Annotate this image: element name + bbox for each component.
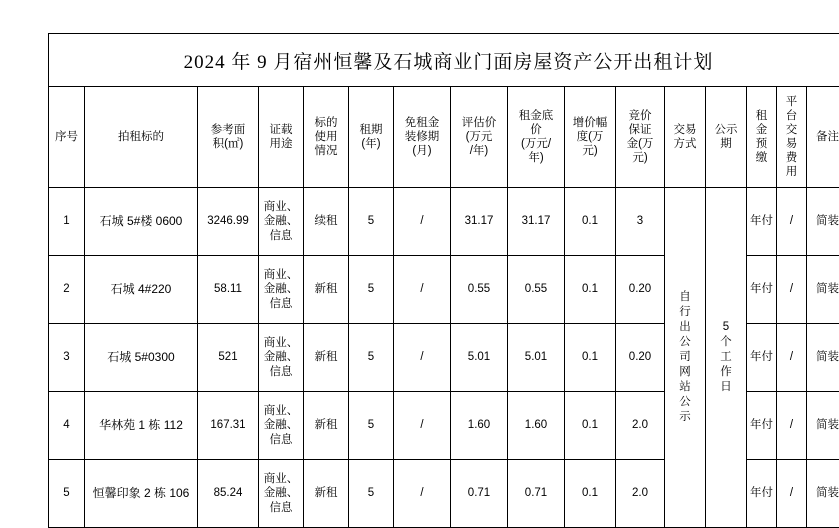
cell-term: 5 xyxy=(349,392,394,460)
header-status: 标的 使用 情况 xyxy=(304,87,349,188)
cell-remark: 简装 xyxy=(807,392,839,460)
rental-plan-table xyxy=(48,33,839,528)
cell-term: 5 xyxy=(349,256,394,324)
header-usage: 证载 用途 xyxy=(259,87,304,188)
cell-floor-price: 31.17 xyxy=(508,188,565,256)
cell-target: 石城 5#0300 xyxy=(85,324,198,392)
cell-deposit: 0.20 xyxy=(616,324,665,392)
cell-prepay: 年付 xyxy=(747,392,777,460)
page-title: 2024 年 9 月宿州恒馨及石城商业门面房屋资产公开出租计划 xyxy=(49,34,839,87)
cell-deposit: 2.0 xyxy=(616,460,665,528)
header-floor-price: 租金底 价 (万元/ 年) xyxy=(508,87,565,188)
cell-appraised: 1.60 xyxy=(451,392,508,460)
cell-seq: 5 xyxy=(49,460,85,528)
cell-remark: 简装 xyxy=(807,460,839,528)
cell-status: 新租 xyxy=(304,392,349,460)
cell-usage: 商业、金融、信息 xyxy=(259,460,304,528)
cell-prepay: 年付 xyxy=(747,188,777,256)
cell-status: 续租 xyxy=(304,188,349,256)
cell-free-period: / xyxy=(394,188,451,256)
cell-free-period: / xyxy=(394,256,451,324)
cell-remark: 简装 xyxy=(807,188,839,256)
cell-target: 石城 5#楼 0600 xyxy=(85,188,198,256)
cell-remark: 简装 xyxy=(807,324,839,392)
header-trade-method: 交易 方式 xyxy=(665,87,706,188)
cell-prepay: 年付 xyxy=(747,460,777,528)
cell-seq: 4 xyxy=(49,392,85,460)
header-public-period: 公示 期 xyxy=(706,87,747,188)
cell-platform-fee: / xyxy=(777,188,807,256)
cell-usage: 商业、金融、信息 xyxy=(259,256,304,324)
cell-usage: 商业、金融、信息 xyxy=(259,392,304,460)
cell-appraised: 0.71 xyxy=(451,460,508,528)
header-target: 拍租标的 xyxy=(85,87,198,188)
title-row xyxy=(49,34,839,87)
cell-prepay: 年付 xyxy=(747,256,777,324)
cell-status: 新租 xyxy=(304,460,349,528)
cell-free-period: / xyxy=(394,392,451,460)
header-platform-fee: 平 台 交 易 费 用 xyxy=(777,87,807,188)
cell-public-period: 5 个工作日 xyxy=(706,188,747,528)
header-increment: 增价幅 度(万 元) xyxy=(565,87,616,188)
header-free-period: 免租金 装修期 (月) xyxy=(394,87,451,188)
cell-area: 58.11 xyxy=(198,256,259,324)
cell-deposit: 2.0 xyxy=(616,392,665,460)
cell-remark: 简装 xyxy=(807,256,839,324)
cell-term: 5 xyxy=(349,324,394,392)
cell-platform-fee: / xyxy=(777,460,807,528)
cell-appraised: 31.17 xyxy=(451,188,508,256)
cell-target: 恒馨印象 2 栋 106 xyxy=(85,460,198,528)
cell-area: 3246.99 xyxy=(198,188,259,256)
cell-increment: 0.1 xyxy=(565,460,616,528)
cell-free-period: / xyxy=(394,324,451,392)
cell-increment: 0.1 xyxy=(565,188,616,256)
cell-increment: 0.1 xyxy=(565,392,616,460)
cell-seq: 3 xyxy=(49,324,85,392)
header-prepay-method: 租 金 预 缴 xyxy=(747,87,777,188)
header-remark: 备注 xyxy=(807,87,839,188)
cell-prepay: 年付 xyxy=(747,324,777,392)
cell-platform-fee: / xyxy=(777,256,807,324)
cell-term: 5 xyxy=(349,460,394,528)
cell-appraised: 5.01 xyxy=(451,324,508,392)
cell-usage: 商业、金融、信息 xyxy=(259,188,304,256)
cell-platform-fee: / xyxy=(777,392,807,460)
cell-status: 新租 xyxy=(304,324,349,392)
cell-floor-price: 0.55 xyxy=(508,256,565,324)
cell-status: 新租 xyxy=(304,256,349,324)
header-appraised-price: 评估价 (万元 /年) xyxy=(451,87,508,188)
cell-appraised: 0.55 xyxy=(451,256,508,324)
cell-increment: 0.1 xyxy=(565,324,616,392)
cell-floor-price: 0.71 xyxy=(508,460,565,528)
table-header-row xyxy=(49,87,839,188)
cell-increment: 0.1 xyxy=(565,256,616,324)
cell-area: 521 xyxy=(198,324,259,392)
cell-floor-price: 5.01 xyxy=(508,324,565,392)
cell-free-period: / xyxy=(394,460,451,528)
header-term: 租期 (年) xyxy=(349,87,394,188)
cell-term: 5 xyxy=(349,188,394,256)
cell-target: 华林苑 1 栋 112 xyxy=(85,392,198,460)
cell-area: 167.31 xyxy=(198,392,259,460)
cell-trade-method: 自行出公司网站公示 xyxy=(665,188,706,528)
cell-deposit: 0.20 xyxy=(616,256,665,324)
table-row xyxy=(49,188,839,256)
header-seq: 序号 xyxy=(49,87,85,188)
cell-seq: 2 xyxy=(49,256,85,324)
cell-floor-price: 1.60 xyxy=(508,392,565,460)
cell-deposit: 3 xyxy=(616,188,665,256)
cell-target: 石城 4#220 xyxy=(85,256,198,324)
header-deposit: 竞价 保证 金(万 元) xyxy=(616,87,665,188)
cell-usage: 商业、金融、信息 xyxy=(259,324,304,392)
cell-area: 85.24 xyxy=(198,460,259,528)
header-area: 参考面 积(㎡) xyxy=(198,87,259,188)
cell-seq: 1 xyxy=(49,188,85,256)
cell-platform-fee: / xyxy=(777,324,807,392)
